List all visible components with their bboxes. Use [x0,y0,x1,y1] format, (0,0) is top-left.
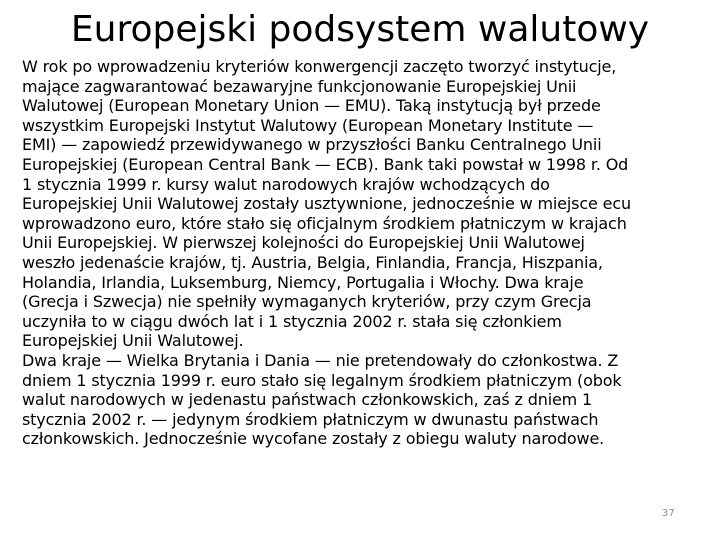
page-number: 37 [662,508,675,519]
body-line: Europejskiej Unii Walutowej zostały usztywnione, jednocześnie w miejsce ecu [22,194,631,214]
body-line: członkowskich. Jednocześnie wycofane zostały z obiegu waluty narodowe. [22,429,605,449]
body-line: Europejskiej Unii Walutowej. [22,331,244,351]
body-line: stycznia 2002 r. — jedynym środkiem płatniczym w dwunastu państwach [22,409,599,429]
body-line: mające zagwarantować bezawaryjne funkcjonowanie Europejskiej Unii [22,76,577,96]
body-line: walut narodowych w jedenastu państwach członkowskich, zaś z dniem 1 [22,390,593,410]
slide-title: Europejski podsystem walutowy [70,9,650,50]
body-line: 1 stycznia 1999 r. kursy walut narodowych krajów wchodzących do [22,174,550,194]
body-line: weszło jedenaście krajów, tj. Austria, Belgia, Finlandia, Francja, Hiszpania, [22,252,603,272]
body-line: Dwa kraje — Wielka Brytania i Dania — nie pretendowały do członkostwa. Z [22,350,619,370]
body-line: W rok po wprowadzeniu kryteriów konwergencji zaczęto tworzyć instytucje, [22,57,617,76]
body-line: Holandia, Irlandia, Luksemburg, Niemcy, Portugalia i Włochy. Dwa kraje [22,272,584,292]
body-line: (Grecja i Szwecja) nie spełniły wymaganych kryteriów, przy czym Grecja [22,292,592,312]
body-line: Europejskiej (European Central Bank — ECB). Bank taki powstał w 1998 r. Od [22,154,629,174]
body-line: Walutowej (European Monetary Union — EMU). Taką instytucją był przede [22,96,601,116]
body-line: Unii Europejskiej. W pierwszej kolejności do Europejskiej Unii Walutowej [22,233,585,253]
body-line: dniem 1 stycznia 1999 r. euro stało się legalnym środkiem płatniczym (obok [22,370,622,390]
body-line: EMI) — zapowiedź przewidywanego w przyszłości Banku Centralnego Unii [22,135,602,155]
slide-body-text [22,57,716,449]
body-line: wprowadzono euro, które stało się oficjalnym środkiem płatniczym w krajach [22,213,627,233]
body-line: uczyniła to w ciągu dwóch lat i 1 stycznia 2002 r. stała się członkiem [22,311,562,331]
body-line: wszystkim Europejski Instytut Walutowy (European Monetary Institute — [22,115,594,135]
